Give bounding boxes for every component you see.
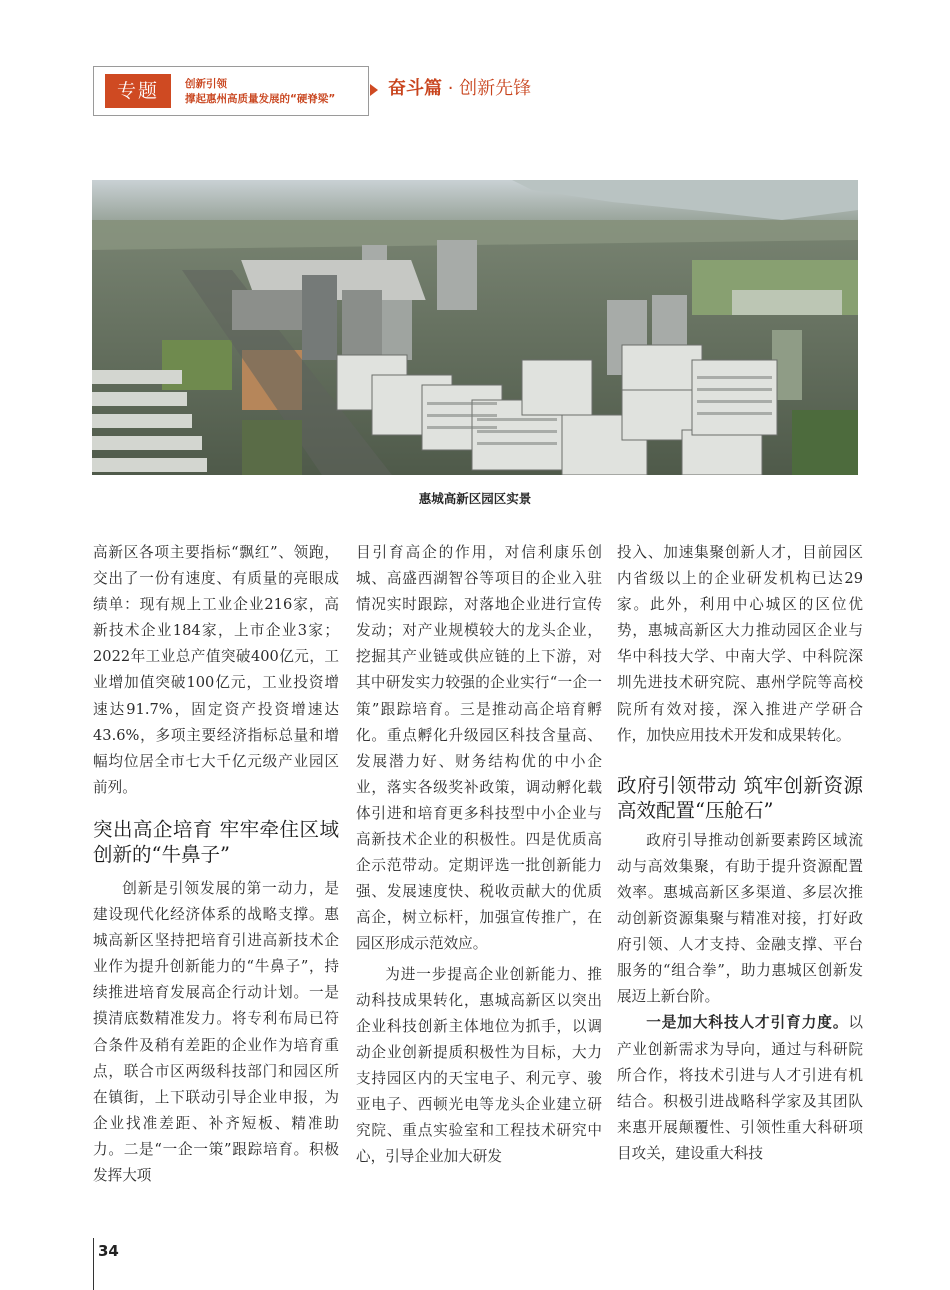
- page-number: 34: [98, 1242, 119, 1260]
- aerial-photo-image: [92, 180, 858, 475]
- aerial-photo: [92, 180, 858, 475]
- paragraph: 高新区各项主要指标“飘红”、领跑，交出了一份有速度、有质量的亮眼成绩单：现有规上工业企业216家，高新技术企业184家，上市企业3家；2022年工业总产值突破400亿元，工业增加值突破100亿元，工业投资增速达91.7%，固定资产投资增速达43.6%，多项主要经济指标总量和增幅均位居全市七大千亿元级产业园区前列。: [93, 544, 339, 796]
- topic-title-line1: 创新引领: [185, 78, 227, 90]
- section-title: [388, 77, 531, 101]
- paragraph-lead: 一是加大科技人才引育力度。: [646, 1014, 849, 1032]
- page-rule: [93, 1238, 94, 1290]
- text-column-3: [617, 540, 863, 1167]
- topic-title: [185, 77, 335, 107]
- paragraph: [617, 1010, 863, 1167]
- photo-caption: 惠城高新区园区实景: [418, 491, 532, 506]
- section-title-bold: 奋斗篇: [388, 78, 442, 99]
- paragraph: 投入、加速集聚创新人才，目前园区内省级以上的企业研发机构已达29家。此外，利用中心城区的区位优势，惠城高新区大力推动园区企业与华中科技大学、中南大学、中科院深圳先进技术研究院、惠州学院等高校院所有效对接，深入推进产学研合作，加快应用技术开发和成果转化。: [617, 544, 863, 744]
- paragraph: 政府引导推动创新要素跨区域流动与高效集聚，有助于提升资源配置效率。惠城高新区多渠道、多层次推动创新资源集聚与精准对接，打好政府引领、人才支持、金融支撑、平台服务的“组合拳”，助力惠城区创新发展迈上新台阶。: [617, 831, 863, 1006]
- triangle-arrow-icon: [370, 84, 378, 96]
- paragraph-body: 以产业创新需求为导向，通过与科研院所合作，将技术引进与人才引进有机结合。积极引进战略科学家及其团队来惠开展颠覆性、引领性重大科研项目攻关，建设重大科技: [617, 1014, 863, 1162]
- paragraph: 目引育高企的作用，对信利康乐创城、高盛西湖智谷等项目的企业入驻情况实时跟踪，对落地企业进行宣传发动；对产业规模较大的龙头企业，挖掘其产业链或供应链的上下游，对其中研发实力较强的企业实行“一企一策”跟踪培育。三是推动高企培育孵化。重点孵化升级园区科技含量高、发展潜力好、财务结构优的中小企业，落实各级奖补政策，调动孵化载体引进和培育更多科技型中小企业与高新技术企业的积极性。四是优质高企示范带动。定期评选一批创新能力强、发展速度快、税收贡献大的优质高企，树立标杆，加强宣传推广，在园区形成示范效应。: [356, 544, 602, 953]
- topic-tag: 专题: [105, 74, 171, 108]
- text-column-1: [93, 540, 339, 1189]
- paragraph: 创新是引领发展的第一动力，是建设现代化经济体系的战略支撑。惠城高新区坚持把培育引进高新技术企业作为提升创新能力的“牛鼻子”，持续推进培育发展高企行动计划。一是摸清底数精准发力。将专利布局已符合条件及稍有差距的企业作为培育重点，联合市区两级科技部门和园区所在镇街，上下联动引导企业申报，为企业找准差距、补齐短板、精准助力。二是“一企一策”跟踪培育。积极发挥大项: [93, 879, 339, 1184]
- section-heading: 突出高企培育 牢牢牵住区域创新的“牛鼻子”: [93, 817, 339, 866]
- section-title-rest: · 创新先锋: [442, 78, 532, 99]
- section-heading: 政府引领带动 筑牢创新资源高效配置“压舱石”: [617, 773, 863, 822]
- text-column-2: [356, 540, 602, 1170]
- paragraph: 为进一步提高企业创新能力、推动科技成果转化，惠城高新区以突出企业科技创新主体地位为抓手，以调动企业创新提质积极性为目标，大力支持园区内的天宝电子、利元亨、骏亚电子、西顿光电等龙头企业建立研究院、重点实验室和工程技术研究中心，引导企业加大研发: [356, 965, 602, 1166]
- topic-title-line2: 撑起惠州高质量发展的“硬脊梁”: [185, 93, 336, 105]
